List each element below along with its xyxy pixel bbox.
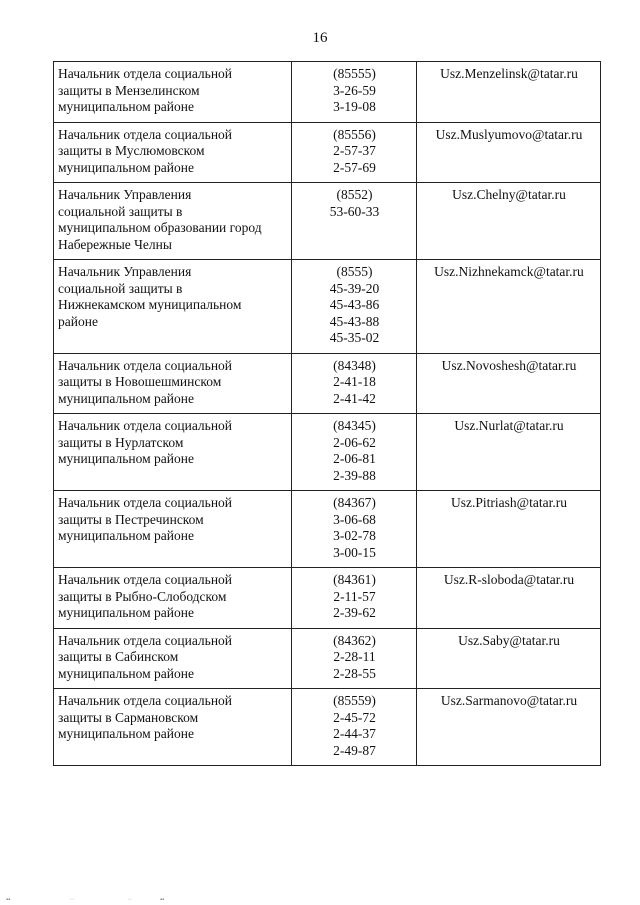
position-title-cell [54, 62, 292, 123]
phone-area-code: (84345) [333, 418, 376, 433]
phone-cell [292, 260, 417, 354]
position-title-line: Начальник отдела социальной [58, 357, 233, 373]
phone-number: 2-06-62 [333, 434, 376, 450]
position-title-line: Начальник отдела социальной [58, 572, 233, 587]
position-title-line: муниципальном районе [58, 665, 194, 681]
scan-artifacts: ▪▪ ·· ·· ▪▪ [6, 897, 165, 903]
position-title-line: районе [58, 313, 98, 329]
phone-area-code: (8555) [336, 264, 373, 279]
phone-area-code: (84367) [333, 495, 376, 510]
phone-number: 3-00-15 [333, 544, 376, 560]
phone-area-code: (84348) [333, 357, 376, 373]
position-title-line: муниципальном районе [58, 605, 194, 620]
email-cell [417, 491, 601, 568]
table-row [54, 491, 601, 568]
phone-cell [292, 353, 417, 414]
email-cell [417, 414, 601, 491]
phone-cell [292, 122, 417, 183]
phone-area-code: (85555) [333, 66, 376, 81]
phone-number: 45-43-86 [329, 297, 380, 312]
position-title-line: защиты в Рыбно-Слободском [58, 588, 227, 604]
position-title-line: Начальник отдела социальной [58, 693, 233, 708]
table-row [54, 260, 601, 354]
position-title-line: защиты в Сабинском [58, 649, 179, 664]
phone-number: 3-19-08 [333, 99, 376, 114]
email-cell [417, 628, 601, 689]
position-title-line: Начальник отдела социальной [58, 126, 233, 142]
position-title-line: Начальник отдела социальной [58, 418, 233, 433]
page-number: 16 [312, 30, 328, 46]
position-title-line: защиты в Пестречинском [58, 511, 204, 527]
phone-number: 2-28-11 [333, 649, 376, 664]
email-cell [417, 122, 601, 183]
table-row [54, 628, 601, 689]
email-cell [417, 353, 601, 414]
phone-number: 2-39-62 [333, 605, 376, 620]
email-address: Usz.Chelny@tatar.ru [452, 187, 566, 202]
position-title-cell [54, 628, 292, 689]
phone-number: 2-11-57 [333, 588, 376, 604]
email-address: Usz.Muslyumovo@tatar.ru [435, 126, 583, 142]
email-address: Usz.Menzelinsk@tatar.ru [440, 66, 578, 81]
table-row [54, 353, 601, 414]
position-title-cell [54, 491, 292, 568]
position-title-line: муниципальном образовании город [58, 220, 262, 235]
position-title-line: социальной защиты в [58, 203, 183, 219]
position-title-line: Набережные Челны [58, 236, 172, 252]
position-title-line: Начальник Управления [58, 264, 192, 279]
phone-number: 2-41-42 [333, 390, 376, 406]
position-title-line: социальной защиты в [58, 280, 183, 296]
phone-cell [292, 183, 417, 260]
position-title-line: защиты в Нурлатском [58, 434, 184, 450]
phone-number: 3-02-78 [333, 528, 376, 543]
position-title-cell [54, 353, 292, 414]
phone-number: 2-57-37 [333, 143, 376, 158]
phone-number: 53-60-33 [329, 203, 380, 219]
email-cell [417, 689, 601, 766]
position-title-line: муниципальном районе [58, 99, 194, 114]
phone-cell [292, 414, 417, 491]
position-title-line: муниципальном районе [58, 726, 194, 741]
phone-area-code: (84362) [333, 632, 376, 648]
email-address: Usz.Nurlat@tatar.ru [454, 418, 564, 433]
phone-area-code: (85559) [333, 693, 376, 708]
email-cell [417, 62, 601, 123]
position-title-line: защиты в Новошешминском [58, 374, 222, 389]
position-title-line: Нижнекамском муниципальном [58, 297, 242, 312]
email-address: Usz.R-sloboda@tatar.ru [443, 572, 575, 587]
table-row [54, 689, 601, 766]
position-title-line: защиты в Мензелинском [58, 82, 200, 98]
phone-cell [292, 491, 417, 568]
phone-number: 45-39-20 [329, 280, 380, 296]
position-title-line: защиты в Сармановском [58, 709, 199, 725]
table-row [54, 183, 601, 260]
phone-cell [292, 568, 417, 629]
email-cell [417, 260, 601, 354]
position-title-line: Начальник отдела социальной [58, 495, 233, 510]
position-title-line: муниципальном районе [58, 159, 194, 175]
position-title-line: защиты в Муслюмовском [58, 143, 205, 158]
contacts-table [53, 61, 601, 766]
phone-number: 2-28-55 [333, 665, 376, 681]
position-title-line: Начальник Управления [58, 187, 192, 202]
table-row [54, 62, 601, 123]
email-address: Usz.Novoshesh@tatar.ru [441, 357, 577, 373]
position-title-line: Начальник отдела социальной [58, 632, 233, 648]
phone-cell [292, 689, 417, 766]
phone-cell [292, 62, 417, 123]
phone-area-code: (85556) [333, 126, 376, 142]
table-row [54, 122, 601, 183]
table-row [54, 568, 601, 629]
table-row [54, 414, 601, 491]
phone-number: 45-43-88 [329, 313, 380, 329]
email-cell [417, 568, 601, 629]
phone-number: 2-41-18 [333, 374, 376, 389]
position-title-cell [54, 183, 292, 260]
email-address: Usz.Sarmanovo@tatar.ru [440, 693, 578, 708]
position-title-line: Начальник отдела социальной [58, 66, 233, 81]
position-title-cell [54, 689, 292, 766]
phone-number: 2-44-37 [333, 726, 376, 741]
email-address: Usz.Pitriash@tatar.ru [451, 495, 567, 510]
phone-number: 3-26-59 [333, 82, 376, 98]
phone-number: 2-39-88 [333, 467, 376, 483]
email-cell [417, 183, 601, 260]
phone-number: 2-45-72 [333, 709, 376, 725]
contacts-table-body [54, 62, 601, 766]
email-address: Usz.Nizhnekamck@tatar.ru [434, 264, 584, 279]
phone-area-code: (8552) [336, 187, 373, 202]
phone-number: 3-06-68 [333, 511, 376, 527]
phone-number: 45-35-02 [329, 330, 380, 345]
email-address: Usz.Saby@tatar.ru [458, 632, 560, 648]
position-title-line: муниципальном районе [58, 451, 194, 466]
phone-number: 2-57-69 [333, 159, 376, 175]
position-title-cell [54, 122, 292, 183]
position-title-cell [54, 414, 292, 491]
position-title-line: муниципальном районе [58, 528, 194, 543]
position-title-line: муниципальном районе [58, 390, 194, 406]
phone-cell [292, 628, 417, 689]
position-title-cell [54, 260, 292, 354]
position-title-cell [54, 568, 292, 629]
phone-number: 2-06-81 [333, 451, 376, 466]
phone-number: 2-49-87 [333, 742, 376, 758]
phone-area-code: (84361) [333, 572, 376, 587]
